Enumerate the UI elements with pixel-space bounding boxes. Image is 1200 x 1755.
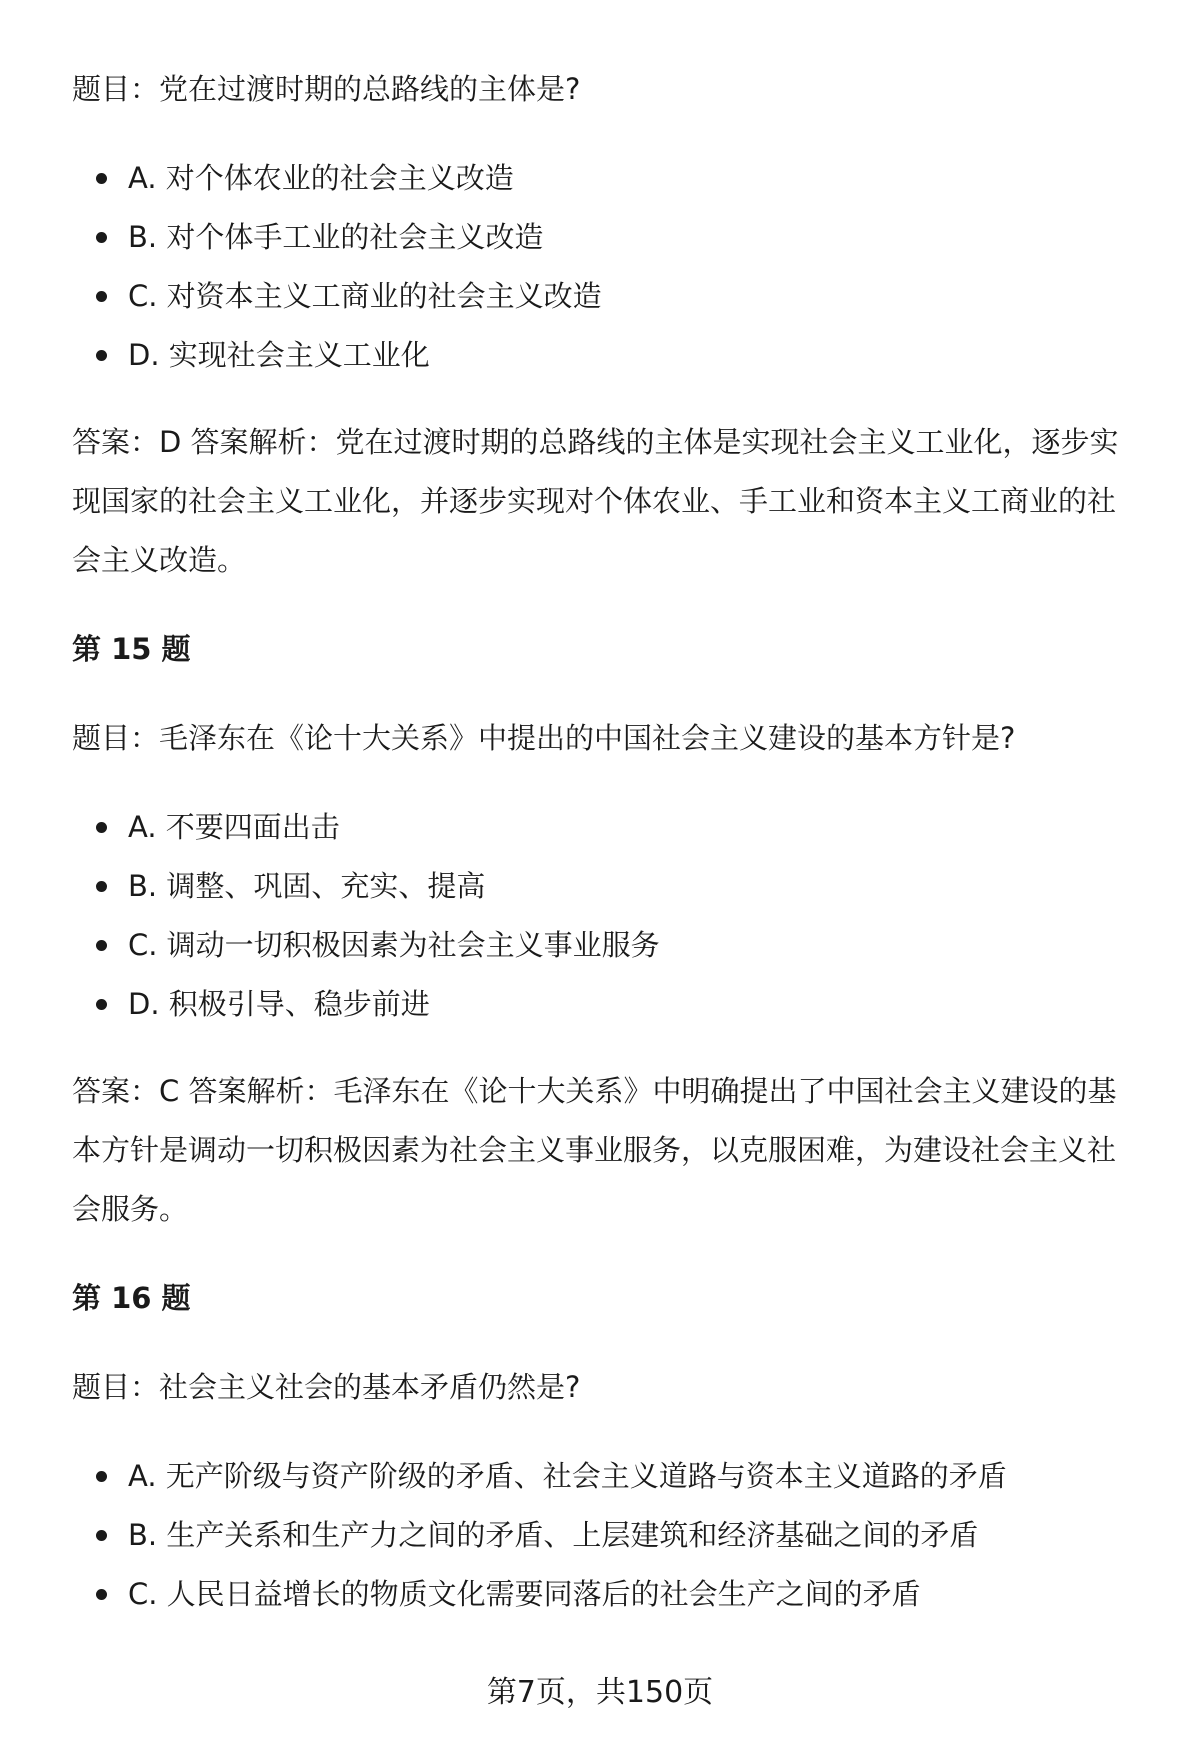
question-text: 题目：毛泽东在《论十大关系》中提出的中国社会主义建设的基本方针是? <box>72 721 1016 755</box>
option-text: A. 不要四面出击 <box>128 810 340 844</box>
option-text: C. 调动一切积极因素为社会主义事业服务 <box>128 928 660 962</box>
bullet-icon <box>96 232 107 243</box>
option-item <box>72 326 1132 385</box>
option-item <box>72 208 1132 267</box>
option-item <box>72 149 1132 208</box>
document-page <box>72 60 1132 1652</box>
option-item <box>72 916 1132 975</box>
option-item <box>72 1506 1132 1565</box>
option-item <box>72 267 1132 326</box>
bullet-icon <box>96 881 107 892</box>
bullet-icon <box>96 1530 107 1541</box>
options-list <box>72 798 1132 1034</box>
option-item <box>72 1565 1132 1624</box>
option-text: C. 人民日益增长的物质文化需要同落后的社会生产之间的矛盾 <box>128 1577 921 1611</box>
bullet-icon <box>96 1471 107 1482</box>
option-text: C. 对资本主义工商业的社会主义改造 <box>128 279 602 313</box>
answer-text: 答案：C 答案解析：毛泽东在《论十大关系》中明确提出了中国社会主义建设的基本方针是调动一切积极因素为社会主义事业服务，以克服困难，为建设社会主义社会服务。 <box>72 1074 1117 1226</box>
bullet-icon <box>96 350 107 361</box>
answer-text: 答案：D 答案解析：党在过渡时期的总路线的主体是实现社会主义工业化，逐步实现国家的社会主义工业化，并逐步实现对个体农业、手工业和资本主义工商业的社会主义改造。 <box>72 425 1119 577</box>
bullet-icon <box>96 1589 107 1600</box>
bullet-icon <box>96 822 107 833</box>
option-item <box>72 1447 1132 1506</box>
page-number: 第7页，共150页 <box>486 1675 714 1710</box>
question-heading: 第 15 题 <box>72 632 191 666</box>
option-item <box>72 857 1132 916</box>
bullet-icon <box>96 291 107 302</box>
question-heading: 第 16 题 <box>72 1281 191 1315</box>
bullet-icon <box>96 173 107 184</box>
question-text: 题目：党在过渡时期的总路线的主体是? <box>72 72 581 106</box>
option-text: B. 生产关系和生产力之间的矛盾、上层建筑和经济基础之间的矛盾 <box>128 1518 979 1552</box>
option-text: B. 调整、巩固、充实、提高 <box>128 869 486 903</box>
bullet-icon <box>96 940 107 951</box>
option-text: A. 无产阶级与资产阶级的矛盾、社会主义道路与资本主义道路的矛盾 <box>128 1459 1007 1493</box>
option-text: A. 对个体农业的社会主义改造 <box>128 161 514 195</box>
options-list <box>72 149 1132 385</box>
option-text: B. 对个体手工业的社会主义改造 <box>128 220 544 254</box>
option-item <box>72 975 1132 1034</box>
options-list <box>72 1447 1132 1624</box>
option-text: D. 积极引导、稳步前进 <box>128 987 430 1021</box>
option-text: D. 实现社会主义工业化 <box>128 338 430 372</box>
option-item <box>72 798 1132 857</box>
bullet-icon <box>96 999 107 1010</box>
question-text: 题目：社会主义社会的基本矛盾仍然是? <box>72 1370 581 1404</box>
